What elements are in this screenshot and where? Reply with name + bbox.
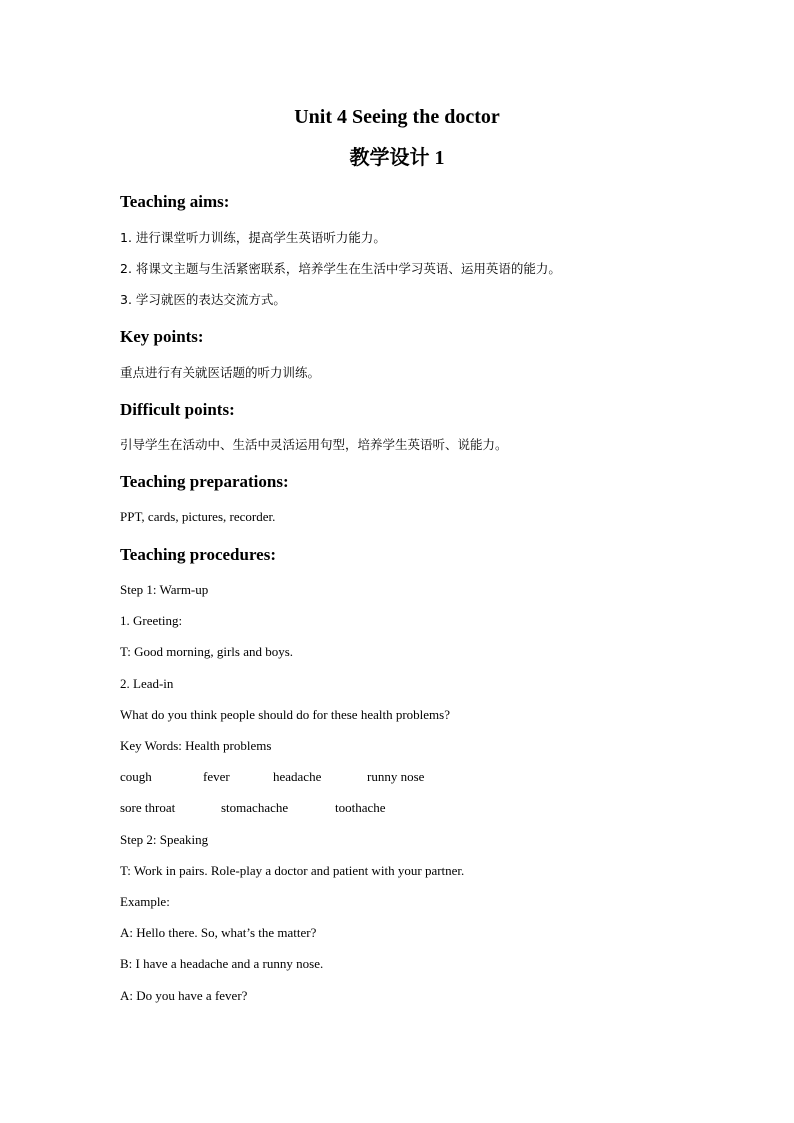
preparations-text: PPT, cards, pictures, recorder. (120, 509, 276, 524)
example-label: Example: (120, 894, 170, 909)
health-word: fever (203, 769, 230, 784)
aim-item: 3. 学习就医的表达交流方式。 (120, 292, 286, 307)
health-word: headache (273, 769, 322, 784)
aims-heading: Teaching aims: (120, 192, 230, 211)
leadin-question: What do you think people should do for these health problems? (120, 707, 450, 722)
procedures-heading: Teaching procedures: (120, 545, 277, 564)
aim-item: 2. 将课文主题与生活紧密联系，培养学生在生活中学习英语、运用英语的能力。 (120, 261, 561, 276)
greeting-label: 1. Greeting: (120, 613, 183, 628)
step1-label: Step 1: Warm-up (120, 582, 209, 597)
key-points-text: 重点进行有关就医话题的听力训练。 (120, 365, 321, 380)
health-word: toothache (335, 800, 386, 815)
preparations-heading: Teaching preparations: (120, 472, 289, 491)
step2-label: Step 2: Speaking (120, 832, 209, 847)
difficult-points-text: 引导学生在活动中、生活中灵活运用句型，培养学生英语听、说能力。 (120, 437, 508, 452)
dialogue-line: A: Hello there. So, what’s the matter? (120, 925, 317, 940)
key-points-heading: Key points: (120, 327, 204, 346)
health-word: cough (120, 769, 152, 784)
greeting-line: T: Good morning, girls and boys. (120, 644, 294, 659)
leadin-label: 2. Lead-in (120, 676, 174, 691)
document-title: Unit 4 Seeing the doctor (294, 106, 500, 128)
health-word: sore throat (120, 800, 176, 815)
pairs-instruction: T: Work in pairs. Role-play a doctor and patient with your partner. (120, 863, 465, 878)
document-subtitle: 教学设计 1 (349, 147, 445, 169)
key-words-label: Key Words: Health problems (120, 738, 272, 753)
difficult-points-heading: Difficult points: (120, 400, 235, 419)
aim-item: 1. 进行课堂听力训练，提高学生英语听力能力。 (120, 230, 386, 245)
health-word: stomachache (221, 800, 289, 815)
health-word: runny nose (367, 769, 425, 784)
dialogue-line: A: Do you have a fever? (120, 988, 248, 1003)
dialogue-line: B: I have a headache and a runny nose. (120, 956, 324, 971)
